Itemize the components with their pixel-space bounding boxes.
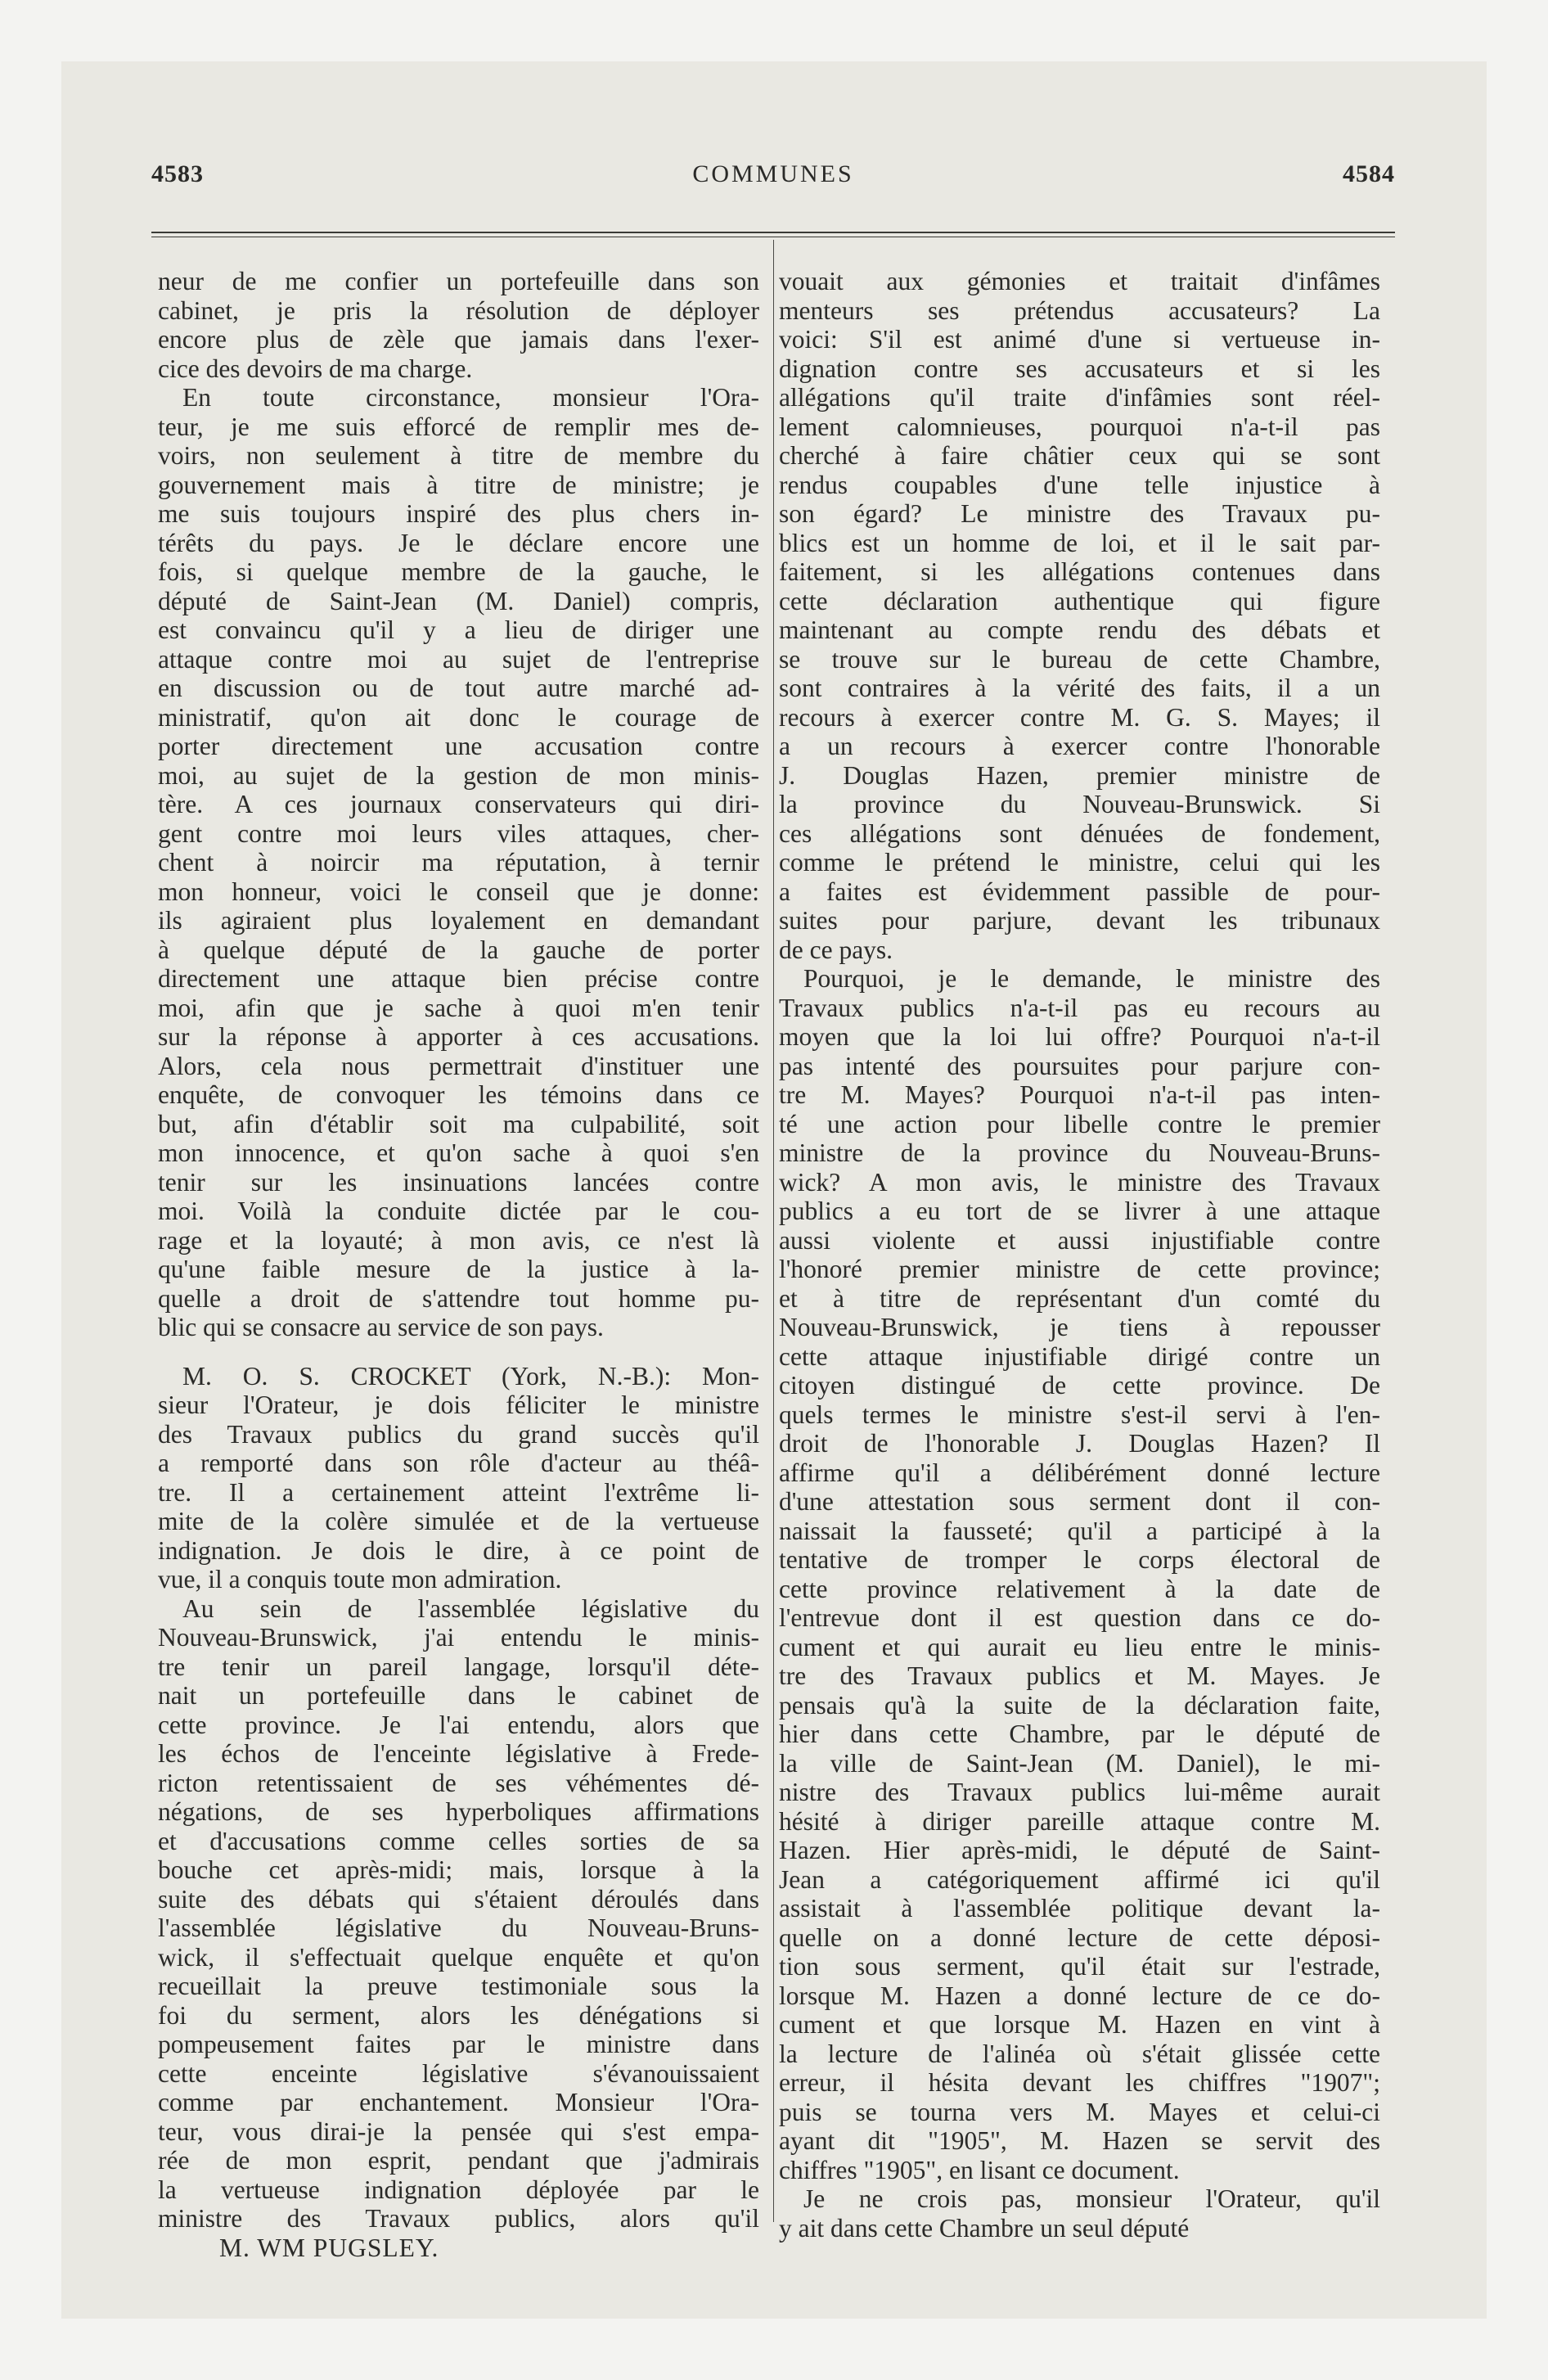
text-line: teur, je me suis efforcé de remplir mes de- <box>158 412 759 441</box>
text-line: tre M. Mayes? Pourquoi n'a-t-il pas inten- <box>779 1080 1380 1109</box>
text-line: attaque contre moi au sujet de l'entreprise <box>158 644 759 674</box>
text-line: cette province. Je l'ai entendu, alors que <box>158 1710 759 1739</box>
text-line: bouche cet après-midi; mais, lorsque à la <box>158 1855 759 1884</box>
text-line: rage et la loyauté; à mon avis, ce n'est là <box>158 1225 759 1255</box>
text-line: quelle on a donné lecture de cette déposi- <box>779 1922 1380 1952</box>
text-line: ministratif, qu'on ait donc le courage de <box>158 702 759 732</box>
text-line: Nouveau-Brunswick, je tiens à repousser <box>779 1313 1380 1341</box>
text-line: ricton retentissaient de ses véhémentes dé- <box>158 1768 759 1797</box>
text-line: Pourquoi, je le demande, le ministre des <box>803 964 1380 993</box>
text-line: pas intenté des poursuites pour parjure con- <box>779 1051 1380 1080</box>
text-line: négations, de ses hyperboliques affirmations <box>158 1797 759 1826</box>
text-line: de ce pays. <box>779 935 893 964</box>
text-line: maintenant au compte rendu des débats et <box>779 615 1380 644</box>
text-line: quels termes le ministre s'est-il servi à l'en- <box>779 1400 1380 1429</box>
text-line: tion sous serment, qu'il était sur l'estrade, <box>779 1952 1380 1981</box>
text-line: porter directement une accusation contre <box>158 732 759 760</box>
text-line: recueillait la preuve testimoniale sous la <box>158 1972 759 2000</box>
text-line: térêts du pays. Je le déclare encore une <box>158 528 759 557</box>
text-line: tentative de tromper le corps électoral de <box>779 1545 1380 1574</box>
page-header <box>151 160 1395 193</box>
text-line: Au sein de l'assemblée législative du <box>182 1593 759 1623</box>
text-line: l'entrevue dont il est question dans ce do- <box>779 1603 1380 1632</box>
running-head-title: COMMUNES <box>692 160 854 187</box>
text-line: cette attaque injustifiable dirigé contre un <box>779 1341 1380 1371</box>
text-line: but, afin d'établir soit ma culpabilité, soit <box>158 1109 759 1138</box>
text-line: cette enceinte législative s'évanouissaient <box>158 2058 759 2088</box>
text-line: pensais qu'à la suite de la déclaration faite, <box>779 1690 1380 1720</box>
text-line: cette déclaration authentique qui figure <box>779 586 1380 615</box>
text-line: tenir sur les insinuations lancées contre <box>158 1167 759 1197</box>
text-line: enquête, de convoquer les témoins dans ce <box>158 1080 759 1109</box>
paragraph <box>779 2184 1380 2243</box>
text-line: Alors, cela nous permettrait d'instituer une <box>158 1051 759 1080</box>
text-line: puis se tourna vers M. Mayes et celui-ci <box>779 2097 1380 2126</box>
text-line: mon innocence, et qu'on sache à quoi s'en <box>158 1138 759 1167</box>
text-line: cette province relativement à la date de <box>779 1574 1380 1603</box>
text-line: tère. A ces journaux conservateurs qui diri- <box>158 790 759 818</box>
text-line: té une action pour libelle contre le premier <box>779 1109 1380 1138</box>
text-line: moi, afin que je sache à quoi m'en tenir <box>158 993 759 1022</box>
text-line: foi du serment, alors les dénégations si <box>158 2000 759 2030</box>
text-line: publics a eu tort de se livrer à une attaque <box>779 1197 1380 1225</box>
text-line: les échos de l'enceinte législative à Frede- <box>158 1739 759 1768</box>
text-line: blic qui se consacre au service de son pays. <box>158 1313 604 1341</box>
text-line: gent contre moi leurs viles attaques, cher- <box>158 818 759 848</box>
text-line: cice des devoirs de ma charge. <box>158 354 473 383</box>
text-line: est convaincu qu'il y a lieu de diriger une <box>158 615 759 644</box>
text-line: chent à noircir ma réputation, à ternir <box>158 848 759 877</box>
text-line: son égard? Le ministre des Travaux pu- <box>779 499 1380 528</box>
text-line: teur, vous dirai-je la pensée qui s'est empa- <box>158 2116 759 2146</box>
text-line: Hazen. Hier après-midi, le député de Saint- <box>779 1836 1380 1864</box>
text-line: tre. Il a certainement atteint l'extrême li- <box>158 1477 759 1507</box>
text-line: lorsque M. Hazen a donné lecture de ce do- <box>779 1981 1380 2010</box>
text-line: la lecture de l'alinéa où s'était glissée cette <box>779 2039 1380 2068</box>
text-line: mite de la colère simulée et de la vertueuse <box>158 1507 759 1535</box>
text-line: a remporté dans son rôle d'acteur au théâ- <box>158 1449 759 1477</box>
text-line: qu'une faible mesure de la justice à la- <box>158 1255 759 1283</box>
text-line: naissait la fausseté; qu'il a participé à la <box>779 1516 1380 1545</box>
text-line: voici: S'il est animé d'une si vertueuse in- <box>779 325 1380 354</box>
text-line: wick? A mon avis, le ministre des Travaux <box>779 1167 1380 1197</box>
text-line: directement une attaque bien précise contre <box>158 964 759 993</box>
paragraph <box>158 1362 759 1594</box>
text-line: comme le prétend le ministre, celui qui les <box>779 848 1380 877</box>
text-line: allégations qu'il traite d'infâmies sont réel- <box>779 383 1380 412</box>
text-line: député de Saint-Jean (M. Daniel) compris, <box>158 586 759 615</box>
text-line: tre tenir un pareil langage, lorsqu'il déte- <box>158 1652 759 1681</box>
text-line: hésité à diriger pareille attaque contre M. <box>779 1806 1380 1836</box>
paragraph <box>779 964 1380 2184</box>
text-line: sieur l'Orateur, je dois féliciter le ministre <box>158 1391 759 1419</box>
paragraph-gap <box>158 1342 759 1362</box>
text-line: y ait dans cette Chambre un seul député <box>779 2213 1190 2243</box>
text-line: aussi violente et aussi injustifiable contre <box>779 1225 1380 1255</box>
text-line: voirs, non seulement à titre de membre du <box>158 441 759 470</box>
text-line: erreur, il hésita devant les chiffres "1907"; <box>779 2068 1380 2097</box>
text-line: J. Douglas Hazen, premier ministre de <box>779 760 1380 790</box>
paragraph <box>158 1594 759 2263</box>
text-line: lement calomnieuses, pourquoi n'a-t-il pas <box>779 412 1380 441</box>
text-line: la vertueuse indignation déployée par le <box>158 2175 759 2204</box>
text-line: sur la réponse à apporter à ces accusations. <box>158 1022 759 1051</box>
text-line: affirme qu'il a délibérément donné lecture <box>779 1458 1380 1487</box>
text-line: a faites est évidemment passible de pour- <box>779 877 1380 906</box>
text-line: menteurs ses prétendus accusateurs? La <box>779 295 1380 325</box>
text-line: la ville de Saint-Jean (M. Daniel), le mi- <box>779 1748 1380 1778</box>
left-column <box>158 267 759 2262</box>
text-line: suites pour parjure, devant les tribunaux <box>779 906 1380 935</box>
text-line: ministre des Travaux publics, alors qu'il <box>158 2204 759 2233</box>
text-line: Jean a catégoriquement affirmé ici qu'il <box>779 1864 1380 1894</box>
text-line: ils agiraient plus loyalement en demandant <box>158 906 759 935</box>
text-line: Travaux publics n'a-t-il pas eu recours au <box>779 993 1380 1022</box>
text-line: chiffres "1905", en lisant ce document. <box>779 2155 1180 2184</box>
text-line: rendus coupables d'une telle injustice à <box>779 470 1380 499</box>
text-line: comme par enchantement. Monsieur l'Ora- <box>158 2088 759 2116</box>
text-line: nait un portefeuille dans le cabinet de <box>158 1681 759 1710</box>
column-divider <box>773 240 774 2222</box>
catchword: M. WM PUGSLEY. <box>219 2233 439 2262</box>
text-line: encore plus de zèle que jamais dans l'exer- <box>158 325 759 354</box>
text-line: tre des Travaux publics et M. Mayes. Je <box>779 1661 1380 1690</box>
text-line: des Travaux publics du grand succès qu'il <box>158 1419 759 1449</box>
text-line: la province du Nouveau-Brunswick. Si <box>779 790 1380 818</box>
text-line: me suis toujours inspiré des plus chers in- <box>158 499 759 528</box>
text-line: pompeusement faites par le ministre dans <box>158 2030 759 2058</box>
text-line: vouait aux gémonies et traitait d'infâmes <box>779 267 1380 295</box>
text-line: l'assemblée législative du Nouveau-Bruns- <box>158 1913 759 1942</box>
text-line: nistre des Travaux publics lui-même aurait <box>779 1778 1380 1806</box>
text-line: Nouveau-Brunswick, j'ai entendu le minis- <box>158 1623 759 1652</box>
page-number-right: 4584 <box>1343 160 1395 187</box>
text-line: a un recours à exercer contre l'honorable <box>779 732 1380 760</box>
text-line: Je ne crois pas, monsieur l'Orateur, qu'il <box>803 2184 1380 2213</box>
text-line: droit de l'honorable J. Douglas Hazen? Il <box>779 1429 1380 1458</box>
text-line: faitement, si les allégations contenues dans <box>779 557 1380 586</box>
text-line: à quelque député de la gauche de porter <box>158 935 759 964</box>
paragraph <box>779 267 1380 964</box>
text-line: et à titre de représentant d'un comté du <box>779 1283 1380 1313</box>
page-number-left: 4583 <box>151 160 204 187</box>
text-line: gouvernement mais à titre de ministre; je <box>158 470 759 499</box>
text-line: cherché à faire châtier ceux qui se sont <box>779 441 1380 470</box>
text-line: ministre de la province du Nouveau-Bruns- <box>779 1138 1380 1167</box>
header-double-rule <box>151 232 1395 237</box>
text-line: citoyen distingué de cette province. De <box>779 1371 1380 1400</box>
paragraph <box>158 383 759 1342</box>
text-line: ces allégations sont dénuées de fondement, <box>779 818 1380 848</box>
text-line: cument et que lorsque M. Hazen en vint à <box>779 2010 1380 2039</box>
text-line: assistait à l'assemblée politique devant la- <box>779 1894 1380 1922</box>
text-line: l'honoré premier ministre de cette province; <box>779 1255 1380 1283</box>
text-line: se trouve sur le bureau de cette Chambre, <box>779 644 1380 674</box>
text-line: en discussion ou de tout autre marché ad- <box>158 674 759 702</box>
text-line: sont contraires à la vérité des faits, il a un <box>779 674 1380 702</box>
text-line: moyen que la loi lui offre? Pourquoi n'a-t-il <box>779 1022 1380 1051</box>
text-line: mon honneur, voici le conseil que je donne: <box>158 877 759 906</box>
text-line: recours à exercer contre M. G. S. Mayes; il <box>779 702 1380 732</box>
text-line: cument et qui aurait eu lieu entre le minis- <box>779 1632 1380 1661</box>
text-line: vue, il a conquis toute mon admiration. <box>158 1565 562 1593</box>
text-line: hier dans cette Chambre, par le député de <box>779 1720 1380 1748</box>
text-line: fois, si quelque membre de la gauche, le <box>158 557 759 586</box>
text-line: blics est un homme de loi, et il le sait par- <box>779 528 1380 557</box>
paragraph <box>158 267 759 383</box>
text-line: rée de mon esprit, pendant que j'admirais <box>158 2146 759 2175</box>
text-line: En toute circonstance, monsieur l'Ora- <box>182 383 759 412</box>
text-line: moi. Voilà la conduite dictée par le cou- <box>158 1197 759 1225</box>
text-line: neur de me confier un portefeuille dans son <box>158 267 759 295</box>
text-line: indignation. Je dois le dire, à ce point de <box>158 1535 759 1565</box>
text-line: et d'accusations comme celles sorties de sa <box>158 1826 759 1855</box>
text-line: dignation contre ses accusateurs et si les <box>779 354 1380 383</box>
text-line: d'une attestation sous serment dont il con- <box>779 1487 1380 1516</box>
text-line: wick, il s'effectuait quelque enquête et qu'on <box>158 1942 759 1972</box>
text-line: cabinet, je pris la résolution de déployer <box>158 295 759 325</box>
text-line: quelle a droit de s'attendre tout homme pu- <box>158 1283 759 1313</box>
text-line: moi, au sujet de la gestion de mon minis- <box>158 760 759 790</box>
text-line: M. O. S. CROCKET (York, N.-B.): Mon- <box>182 1361 759 1391</box>
right-column <box>779 267 1380 2243</box>
text-line: ayant dit "1905", M. Hazen se servit des <box>779 2126 1380 2155</box>
text-line: suite des débats qui s'étaient déroulés dans <box>158 1884 759 1913</box>
